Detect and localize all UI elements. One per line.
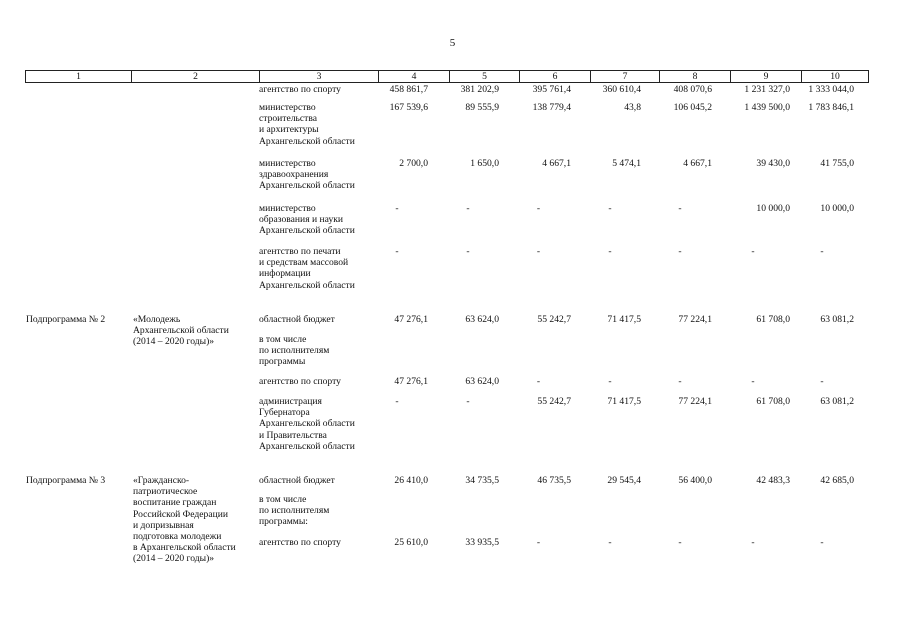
- value-cell-col-8: -: [678, 376, 682, 387]
- executor-label: в том числе по исполнителям программы:: [259, 494, 330, 528]
- value-cell-col-5: 63 624,0: [465, 314, 499, 325]
- value-cell-col-8: 408 070,6: [673, 84, 712, 95]
- value-cell-col-10: 63 081,2: [820, 314, 854, 325]
- value-cell-col-9: 61 708,0: [756, 314, 790, 325]
- header-col-7: 7: [591, 71, 660, 83]
- value-cell-col-10: -: [820, 376, 824, 387]
- subprogram-label: Подпрограмма № 2: [26, 314, 106, 325]
- value-cell-col-7: 29 545,4: [607, 475, 641, 486]
- value-cell-col-7: 71 417,5: [607, 314, 641, 325]
- value-cell-col-7: 360 610,4: [602, 84, 641, 95]
- value-cell-col-10: -: [820, 537, 824, 548]
- executor-label: министерство строительства и архитектуры Архангельской области: [259, 102, 355, 147]
- value-cell-col-5: 34 735,5: [465, 475, 499, 486]
- value-cell-col-4: 2 700,0: [399, 158, 428, 169]
- header-col-6: 6: [520, 71, 591, 83]
- value-cell-col-8: -: [678, 203, 682, 214]
- header-col-5: 5: [450, 71, 520, 83]
- value-cell-col-7: -: [608, 203, 612, 214]
- value-cell-col-6: -: [536, 376, 541, 387]
- value-cell-col-10: 42 685,0: [820, 475, 854, 486]
- executor-label: министерство образования и науки Архангельской области: [259, 203, 355, 237]
- value-cell-col-7: -: [608, 246, 612, 257]
- value-cell-col-8: 77 224,1: [678, 314, 712, 325]
- value-cell-col-5: 381 202,9: [460, 84, 499, 95]
- column-header-row: [25, 70, 869, 83]
- header-col-2: 2: [132, 71, 260, 83]
- value-cell-col-9: -: [751, 246, 755, 257]
- executor-label: областной бюджет: [259, 475, 335, 486]
- value-cell-col-8: 106 045,2: [673, 102, 712, 113]
- value-cell-col-9: 10 000,0: [756, 203, 790, 214]
- value-cell-col-10: 10 000,0: [820, 203, 854, 214]
- value-cell-col-4: 47 276,1: [394, 376, 428, 387]
- executor-label: администрация Губернатора Архангельской области и Правительства Архангельской области: [259, 396, 355, 452]
- value-cell-col-8: -: [678, 246, 682, 257]
- value-cell-col-4: 47 276,1: [394, 314, 428, 325]
- value-cell-col-6: -: [536, 203, 541, 214]
- executor-label: агентство по спорту: [259, 84, 341, 95]
- value-cell-col-7: 5 474,1: [612, 158, 641, 169]
- value-cell-col-5: 1 650,0: [470, 158, 499, 169]
- value-cell-col-6: 46 735,5: [537, 475, 571, 486]
- value-cell-col-7: 71 417,5: [607, 396, 641, 407]
- value-cell-col-9: 1 439 500,0: [744, 102, 790, 113]
- value-cell-col-6: -: [536, 537, 541, 548]
- value-cell-col-4: -: [395, 246, 399, 257]
- value-cell-col-10: 41 755,0: [820, 158, 854, 169]
- value-cell-col-4: 26 410,0: [394, 475, 428, 486]
- value-cell-col-10: 63 081,2: [820, 396, 854, 407]
- value-cell-col-4: -: [395, 396, 399, 407]
- value-cell-col-6: 55 242,7: [537, 314, 571, 325]
- value-cell-col-5: -: [466, 396, 470, 407]
- value-cell-col-6: 4 667,1: [542, 158, 571, 169]
- value-cell-col-8: -: [678, 537, 682, 548]
- value-cell-col-8: 77 224,1: [678, 396, 712, 407]
- value-cell-col-7: -: [608, 537, 612, 548]
- executor-label: в том числе по исполнителям программы: [259, 334, 330, 368]
- value-cell-col-5: -: [466, 246, 470, 257]
- value-cell-col-6: 395 761,4: [532, 84, 571, 95]
- header-col-10: 10: [802, 71, 869, 83]
- value-cell-col-4: 458 861,7: [389, 84, 428, 95]
- value-cell-col-4: 167 539,6: [389, 102, 428, 113]
- page-number: 5: [449, 37, 456, 49]
- value-cell-col-8: 56 400,0: [678, 475, 712, 486]
- subprogram-name: «Гражданско- патриотическое воспитание граждан Российской Федерации и допризывная подготовка молодежи в Архангельской области (2014 – 2020 годы)»: [133, 475, 236, 565]
- header-col-3: 3: [260, 71, 379, 83]
- value-cell-col-7: -: [608, 376, 612, 387]
- value-cell-col-9: 42 483,3: [756, 475, 790, 486]
- subprogram-label: Подпрограмма № 3: [26, 475, 106, 486]
- value-cell-col-10: 1 783 846,1: [808, 102, 854, 113]
- value-cell-col-9: -: [751, 376, 755, 387]
- value-cell-col-6: 138 779,4: [532, 102, 571, 113]
- value-cell-col-6: 55 242,7: [537, 396, 571, 407]
- executor-label: агентство по спорту: [259, 376, 341, 387]
- value-cell-col-9: 39 430,0: [756, 158, 790, 169]
- executor-label: агентство по спорту: [259, 537, 341, 548]
- value-cell-col-4: 25 610,0: [394, 537, 428, 548]
- value-cell-col-4: -: [395, 203, 399, 214]
- header-col-8: 8: [660, 71, 731, 83]
- value-cell-col-9: 1 231 327,0: [744, 84, 790, 95]
- value-cell-col-7: 43,8: [624, 102, 641, 113]
- value-cell-col-5: 33 935,5: [465, 537, 499, 548]
- value-cell-col-5: -: [466, 203, 470, 214]
- value-cell-col-10: -: [820, 246, 824, 257]
- header-col-1: 1: [26, 71, 132, 83]
- value-cell-col-9: -: [751, 537, 755, 548]
- value-cell-col-5: 89 555,9: [465, 102, 499, 113]
- value-cell-col-5: 63 624,0: [465, 376, 499, 387]
- value-cell-col-10: 1 333 044,0: [808, 84, 854, 95]
- subprogram-name: «Молодежь Архангельской области (2014 – 2020 годы)»: [133, 314, 229, 348]
- executor-label: агентство по печати и средствам массовой информации Архангельской области: [259, 246, 355, 291]
- header-col-9: 9: [731, 71, 802, 83]
- value-cell-col-6: -: [536, 246, 541, 257]
- value-cell-col-9: 61 708,0: [756, 396, 790, 407]
- executor-label: министерство здравоохранения Архангельской области: [259, 158, 355, 192]
- value-cell-col-8: 4 667,1: [683, 158, 712, 169]
- header-col-4: 4: [379, 71, 450, 83]
- executor-label: областной бюджет: [259, 314, 335, 325]
